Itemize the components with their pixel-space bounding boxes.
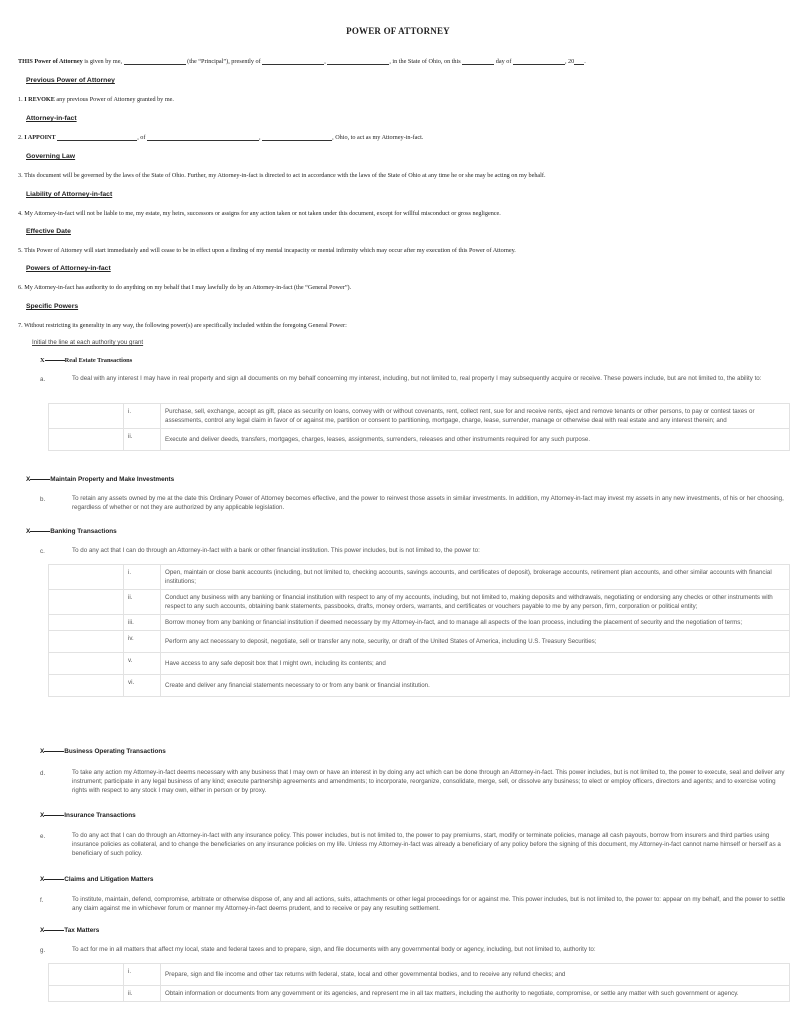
intro-text-5: day of <box>494 58 513 65</box>
subitem-number: ii. <box>124 986 161 1002</box>
subitem-number: vi. <box>124 675 161 697</box>
power-title: Tax Matters <box>64 927 100 934</box>
initial-mark[interactable]: X <box>40 876 45 883</box>
section-heading-powers: Powers of Attorney-in-fact <box>26 265 111 272</box>
section-body: , Ohio, to act as my Attorney-in-fact. <box>332 134 424 141</box>
section-6-text <box>18 284 351 291</box>
power-description: To do any act that I can do through an Attorney-in-fact with any insurance policy. This power includes, but is not limited to, the power to pay premiums, start, modify or terminate policies, manage all cash payouts, borrow from insurers and third parties using insurance policies as collateral, and to change the beneficiaries on any insurance policies on my life. Unless my Attorney-in-fact was already a beneficiary of any policy before the signing of this document, my Attorney-in-fact cannot name himself or herself as a beneficiary of such policy. <box>72 832 781 857</box>
empty-cell <box>49 675 124 697</box>
power-letter: g. <box>40 947 46 954</box>
power-heading-banking <box>26 528 117 535</box>
power-heading-real-estate <box>40 357 132 364</box>
power-heading-tax <box>40 927 99 934</box>
power-title: Real Estate Transactions <box>64 357 133 364</box>
table-row <box>49 631 790 653</box>
power-description: To take any action my Attorney-in-fact deems necessary with any business that I may own or have an interest in by doing any act which can be done through an Attorney-in-fact. This power includes, but is not limited to, the power to execute, seal and deliver any instrument; participate in any legal business of any kind; execute partnership agreements and amendments; to incorporate, reorganize, consolidate, merge, sell, or dissolve any business; to elect or employ officers, directors and agents; and to exercise voting rights with respect to any stock I may own, either in person or by proxy. <box>72 769 785 794</box>
power-description: To deal with any interest I may have in real property and sign all documents on my behalf concerning my interest, including, but not limited to, real property I may subsequently acquire or receive. These powers include, but are not limited to, the ability to: <box>72 375 762 382</box>
subitem-text: Borrow money from any banking or financial institution if deemed necessary by my Attorney-in-fact, and to manage all aspects of the loan process, including the placement of security and the negotiation of terms; <box>161 615 790 631</box>
section-7-text <box>18 322 347 329</box>
initial-mark[interactable]: X <box>40 927 45 934</box>
table-row <box>49 590 790 615</box>
section-lead: I REVOKE <box>24 96 55 103</box>
empty-cell <box>49 404 124 429</box>
subitem-number: iv. <box>124 631 161 653</box>
initial-mark[interactable]: X <box>26 476 31 483</box>
empty-cell <box>49 631 124 653</box>
power-description: To institute, maintain, defend, compromise, arbitrate or otherwise dispose of, any and all actions, suits, attachments or other legal proceedings for or against me. This power includes, but is not limited to, the power to: appear on my behalf, and the power to settle any claim against me in whichever forum or manner my Attorney-in-fact deems prudent, and to receive or pay any resulting settlement. <box>72 896 786 912</box>
section-heading-attorney-in-fact: Attorney-in-fact <box>26 115 77 122</box>
section-body: This document will be governed by the laws of the State of Ohio. Further, my Attorney-in-fact is directed to act in accordance with the laws of the State of Ohio at any time he or she may be acting on my behalf. <box>24 172 546 179</box>
empty-cell <box>49 615 124 631</box>
subitem-text: Have access to any safe deposit box that I might own, including its contents; and <box>161 653 790 675</box>
section-number: 6. <box>18 284 23 291</box>
empty-cell <box>49 565 124 590</box>
power-title: Banking Transactions <box>50 528 117 535</box>
section-heading-effective-date: Effective Date <box>26 228 71 235</box>
power-letter: b. <box>40 496 46 503</box>
subitem-text: Prepare, sign and file income and other tax returns with federal, state, local and other governmental bodies, and to receive any refund checks; and <box>161 964 790 986</box>
section-1-text <box>18 96 174 103</box>
power-letter: c. <box>40 548 45 555</box>
section-heading-governing-law: Governing Law <box>26 153 76 160</box>
subitem-text: Execute and deliver deeds, transfers, mortgages, charges, leases, assignments, surrenders, releases and other instruments required for any such purpose. <box>161 429 790 451</box>
power-description: To act for me in all matters that affect my local, state and federal taxes and to prepare, sign, and file documents with any governmental body or agency, including, but not limited to, authority to: <box>72 946 596 953</box>
section-body: My Attorney-in-fact has authority to do anything on my behalf that I may lawfully do by an Attorney-in-fact (the “General Power”). <box>24 284 352 291</box>
subitem-text: Create and deliver any financial statements necessary to or from any bank or financial institution. <box>161 675 790 697</box>
power-description: To do any act that I can do through an Attorney-in-fact with a bank or other financial institution. This power includes, but is not limited to, the power to: <box>72 547 480 554</box>
power-description: To retain any assets owned by me at the date this Ordinary Power of Attorney becomes effective, and the power to reinvest those assets in similar investments. In addition, my Attorney-in-fact may invest my assets in any new investments, of his or her choosing, regardless of whether or not they are authorized by any applicable legislation. <box>72 495 784 511</box>
initial-mark[interactable]: X <box>40 748 45 755</box>
power-letter: a. <box>40 376 46 383</box>
month-blank[interactable] <box>513 57 565 65</box>
section-number: 2. <box>18 134 23 141</box>
power-subitems-table <box>48 564 790 697</box>
empty-cell <box>49 590 124 615</box>
section-heading-previous-poa: Previous Power of Attorney <box>26 77 115 84</box>
document-title: POWER OF ATTORNEY <box>346 26 450 36</box>
initial-line[interactable] <box>30 531 50 532</box>
subitem-number: iii. <box>124 615 161 631</box>
power-letter: d. <box>40 770 46 777</box>
principal-name-blank[interactable] <box>124 57 186 65</box>
table-row <box>49 429 790 451</box>
power-heading-maintain-property <box>26 476 174 483</box>
initial-line[interactable] <box>44 930 64 931</box>
initial-instruction: Initial the line at each authority you grant <box>32 339 144 346</box>
subitem-text: Conduct any business with any banking or financial institution with respect to any of my accounts, including, but not limited to, making deposits and withdrawals, negotiating or endorsing any checks or other instruments with respect to any such accounts, obtaining bank statements, passbooks, drafts, money orders, warrants, and certificates or vouchers payable to me by any person, firm, corporation or political entity; <box>161 590 790 615</box>
section-body: any previous Power of Attorney granted by me. <box>54 96 174 103</box>
section-5-text <box>18 247 516 254</box>
section-2-text <box>18 134 423 142</box>
section-3-text <box>18 172 546 179</box>
section-number: 4. <box>18 210 23 217</box>
year-blank[interactable] <box>574 57 584 65</box>
section-number: 3. <box>18 172 23 179</box>
subitem-text: Obtain information or documents from any government or its agencies, and represent me in all tax matters, including the authority to negotiate, compromise, or settle any matter with such government or agency. <box>161 986 790 1002</box>
power-subitems-table <box>48 403 790 451</box>
empty-cell <box>49 964 124 986</box>
power-title: Maintain Property and Make Investments <box>50 476 175 483</box>
subitem-number: ii. <box>124 429 161 451</box>
section-heading-specific-powers: Specific Powers <box>26 303 79 310</box>
power-title: Business Operating Transactions <box>64 748 166 755</box>
attorney-city-blank[interactable] <box>262 133 332 141</box>
section-4-text <box>18 210 501 217</box>
section-lead: I APPOINT <box>24 134 56 141</box>
power-heading-claims <box>40 876 153 883</box>
intro-text-3: , <box>324 58 328 65</box>
subitem-number: i. <box>124 404 161 429</box>
power-title: Insurance Transactions <box>64 812 136 819</box>
subitem-number: ii. <box>124 590 161 615</box>
power-title: Claims and Litigation Matters <box>64 876 154 883</box>
empty-cell <box>49 986 124 1002</box>
section-number: 7. <box>18 322 23 329</box>
section-body: My Attorney-in-fact will not be liable to me, my estate, my heirs, successors or assigns for any action taken or not taken under this document, except for willful misconduct or gross negligence. <box>24 210 501 217</box>
intro-text-4: , in the State of Ohio, on this <box>389 58 463 65</box>
initial-mark[interactable]: X <box>26 528 31 535</box>
subitem-text: Purchase, sell, exchange, accept as gift, place as security on loans, convey with or without covenants, rent, collect rent, sue for and receive rents, eject and remove tenants or other persons, to pay or contest taxes or assessments, control any legal claim in favor of or against me, partition or consent to partitioning, mortgage, charge, lease, surrender, manage or otherwise deal with real estate and any interest therein; and <box>161 404 790 429</box>
section-body: , of <box>137 134 147 141</box>
intro-text-6: , 20 <box>564 58 575 65</box>
address-street-blank[interactable] <box>262 57 324 65</box>
subitem-number: v. <box>124 653 161 675</box>
intro-text-2: (the “Principal”), presently of <box>185 58 263 65</box>
power-heading-insurance <box>40 812 136 819</box>
table-row <box>49 675 790 697</box>
intro-text-1: is given by me, <box>82 58 124 65</box>
initial-line[interactable] <box>44 751 64 752</box>
section-body: , <box>259 134 263 141</box>
initial-line[interactable] <box>30 479 50 480</box>
intro-text-7: . <box>584 58 586 65</box>
intro-bold-lead: THIS Power of Attorney <box>18 58 83 65</box>
table-row <box>49 964 790 986</box>
section-number: 1. <box>18 96 23 103</box>
subitem-text: Open, maintain or close bank accounts (including, but not limited to, checking accounts, savings accounts, and certificates of deposit), brokerage accounts, retirement plan accounts, and other similar accounts with financial institutions; <box>161 565 790 590</box>
section-heading-liability: Liability of Attorney-in-fact <box>26 191 113 198</box>
subitem-text: Perform any act necessary to deposit, negotiate, sell or transfer any note, security, or draft of the United States of America, including U.S. Treasury Securities; <box>161 631 790 653</box>
initial-mark[interactable]: X <box>40 812 45 819</box>
section-number: 5. <box>18 247 23 254</box>
power-letter: f. <box>40 897 44 904</box>
section-body: This Power of Attorney will start immediately and will cease to be in effect upon a finding of my mental incapacity or mental infirmity which may occur after my execution of this Power of Attorney. <box>24 247 516 254</box>
subitem-number: i. <box>124 565 161 590</box>
empty-cell <box>49 429 124 451</box>
intro-line <box>18 58 586 66</box>
subitem-number: i. <box>124 964 161 986</box>
initial-line[interactable] <box>45 360 65 361</box>
power-heading-business <box>40 748 166 755</box>
section-body: Without restricting its generality in any way, the following power(s) are specifically included within the foregoing General Power: <box>24 322 347 329</box>
initial-line[interactable] <box>44 815 64 816</box>
table-row <box>49 653 790 675</box>
table-row <box>49 615 790 631</box>
table-row <box>49 986 790 1002</box>
address-city-blank[interactable] <box>327 57 389 65</box>
initial-line[interactable] <box>44 879 64 880</box>
attorney-street-blank[interactable] <box>147 133 259 141</box>
initial-mark[interactable]: X <box>40 357 45 364</box>
table-row <box>49 565 790 590</box>
power-letter: e. <box>40 833 46 840</box>
power-subitems-table <box>48 963 790 1002</box>
attorney-name-blank[interactable] <box>57 133 137 141</box>
table-row <box>49 404 790 429</box>
empty-cell <box>49 653 124 675</box>
day-blank[interactable] <box>462 57 494 65</box>
